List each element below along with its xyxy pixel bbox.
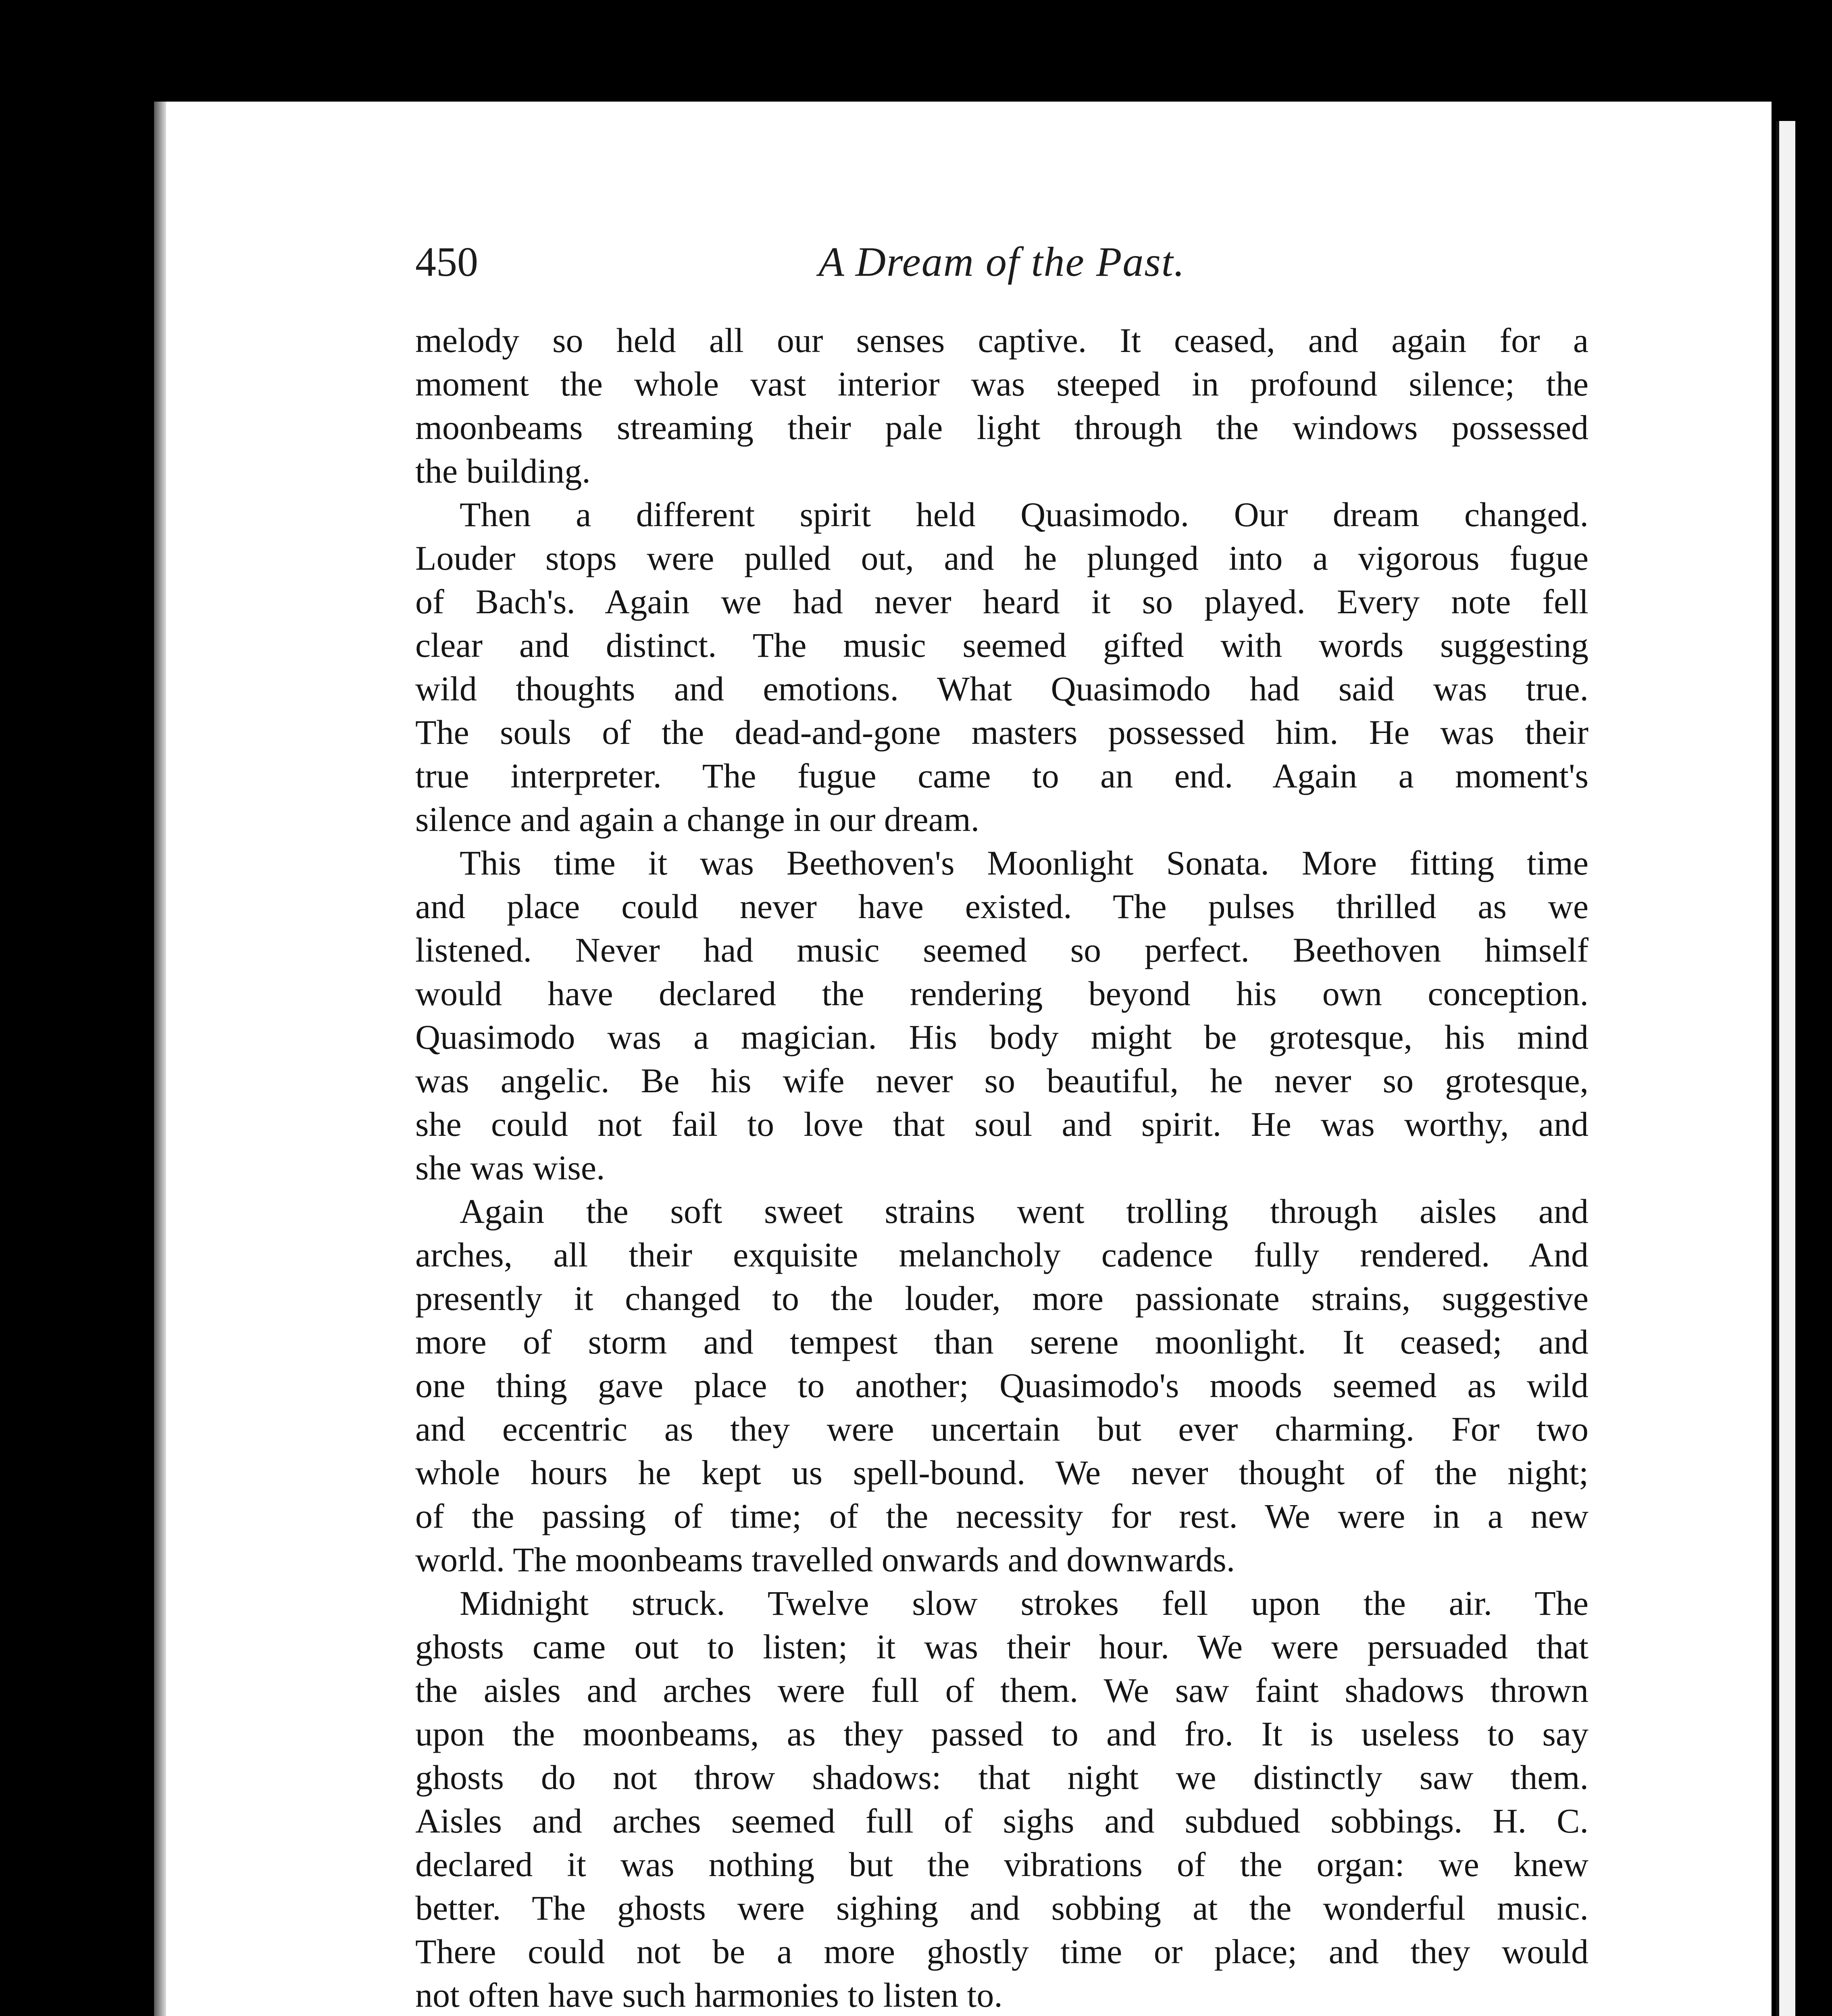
text-line: she was wise. [415,1148,605,1187]
text-line: wild thoughts and emotions. What Quasimodo had said was true. [415,669,1588,708]
text-line: Again the soft sweet strains went trolling through aisles and [460,1192,1588,1231]
binding-edge [154,102,166,2016]
text-line: Midnight struck. Twelve slow strokes fell upon the air. The [460,1584,1588,1622]
text-line: world. The moonbeams travelled onwards and downwards. [415,1540,1235,1579]
text-line: There could not be a more ghostly time or place; and they would [415,1932,1588,1971]
text-line: true interpreter. The fugue came to an end. Again a moment's [415,756,1588,795]
text-line: the building. [415,452,591,490]
text-line: listened. Never had music seemed so perfect. Beethoven himself [415,931,1588,969]
text-line: ghosts came out to listen; it was their hour. We were persuaded that [415,1627,1588,1666]
running-head [415,232,1588,292]
text-line: declared it was nothing but the vibrations of the organ: we knew [415,1845,1588,1884]
text-line: of the passing of time; of the necessity for rest. We were in a new [415,1497,1588,1535]
text-line: moonbeams streaming their pale light through the windows possessed [415,408,1588,447]
text-line: clear and distinct. The music seemed gifted with words suggesting [415,626,1588,664]
text-line: was angelic. Be his wife never so beautiful, he never so grotesque, [415,1061,1588,1100]
text-line: silence and again a change in our dream. [415,800,980,839]
text-line: and place could never have existed. The pulses thrilled as we [415,887,1588,926]
text-line: Aisles and arches seemed full of sighs and subdued sobbings. H. C. [415,1801,1588,1840]
text-line: arches, all their exquisite melancholy cadence fully rendered. And [415,1235,1588,1274]
body-text [415,319,1588,2016]
text-line: This time it was Beethoven's Moonlight Sonata. More fitting time [460,843,1588,882]
page-title: A Dream of the Past. [818,239,1185,285]
text-line: and eccentric as they were uncertain but ever charming. For two [415,1410,1588,1448]
text-line: whole hours he kept us spell-bound. We never thought of the night; [415,1453,1588,1492]
text-line: melody so held all our senses captive. It ceased, and again for a [415,321,1588,360]
text-line: better. The ghosts were sighing and sobbing at the wonderful music. [415,1889,1588,1927]
text-line: Then a different spirit held Quasimodo. Our dream changed. [460,495,1588,534]
text-line: more of storm and tempest than serene moonlight. It ceased; and [415,1322,1588,1361]
text-line: she could not fail to love that soul and spirit. He was worthy, and [415,1105,1588,1143]
text-line: would have declared the rendering beyond his own conception. [415,974,1588,1013]
facing-page-edge [1776,121,1795,2016]
text-line: of Bach's. Again we had never heard it so played. Every note fell [415,582,1588,621]
text-line: not often have such harmonies to listen to. [415,1976,1003,2014]
text-line: the aisles and arches were full of them. We saw faint shadows thrown [415,1671,1588,1710]
text-line: presently it changed to the louder, more passionate strains, suggestive [415,1279,1588,1318]
text-line: The souls of the dead-and-gone masters possessed him. He was their [415,713,1588,752]
page-number: 450 [415,239,478,285]
text-line: Louder stops were pulled out, and he plunged into a vigorous fugue [415,539,1588,577]
text-line: Quasimodo was a magician. His body might be grotesque, his mind [415,1018,1588,1056]
text-line: upon the moonbeams, as they passed to and fro. It is useless to say [415,1714,1588,1753]
text-line: ghosts do not throw shadows: that night we distinctly saw them. [415,1758,1588,1797]
text-line: moment the whole vast interior was steeped in profound silence; the [415,364,1588,403]
text-line: one thing gave place to another; Quasimodo's moods seemed as wild [415,1366,1588,1405]
